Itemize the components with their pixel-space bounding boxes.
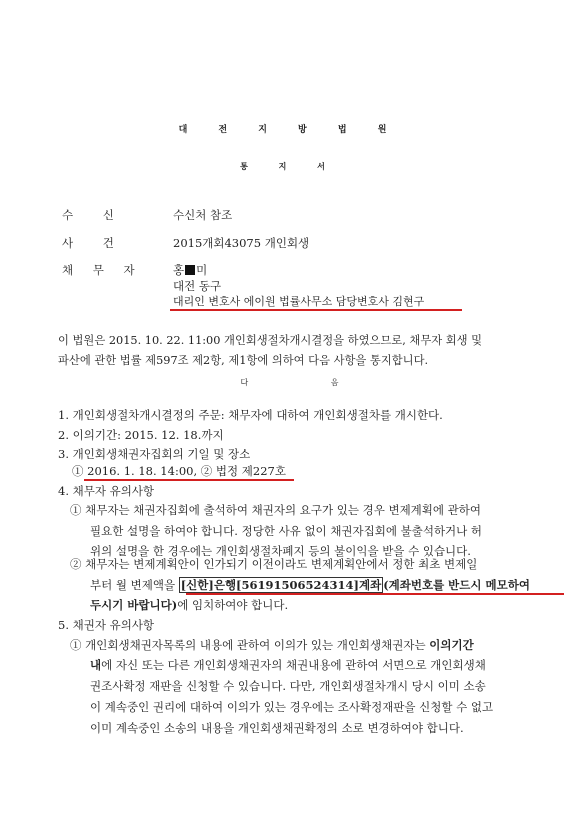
- debtor-name-last: 미: [196, 263, 208, 277]
- debtor-name-first: 홍: [173, 263, 185, 277]
- item-5-1-line-1: [70, 637, 474, 653]
- item-2: 2. 이의기간: 2015. 12. 18.까지: [58, 428, 224, 442]
- case-value: 2015개회43075 개인회생: [173, 236, 310, 250]
- item-5-1-text-b: 에 자신 또는 다른 개인회생채권자의 채권내용에 관하여 서면으로 개인회생채: [101, 658, 486, 672]
- hearing-underline: [84, 479, 294, 481]
- objection-period-cont: 내: [90, 658, 102, 672]
- da-eum-heading: 다 음: [240, 378, 379, 387]
- item-4-2-text-b: 에 임치하여야 합니다.: [177, 598, 289, 612]
- item-5-1-text-a: ① 개인회생채권자목록의 내용에 관하여 이의가 있는 개인회생채권자는: [70, 638, 430, 652]
- item-4-2-text-a: 부터 월 변제액을: [90, 578, 179, 592]
- debtor-label: 채 무 자: [62, 263, 143, 277]
- intro-line-1: 이 법원은 2015. 10. 22. 11:00 개인회생절차개시결정을 하였으므로, 채무자 회생 및: [58, 334, 483, 347]
- item-5-1-line-4: 이 계속중인 권리에 대하여 이의가 있는 경우에는 조사확정재판을 신청할 수 없고: [90, 700, 494, 714]
- debtor-name: [173, 262, 207, 278]
- intro-line-2: 파산에 관한 법률 제597조 제2항, 제1항에 의하여 다음 사항을 통지합니다.: [58, 354, 429, 367]
- objection-period: 이의기간: [429, 638, 474, 652]
- item-5-1-line-2: [90, 657, 486, 673]
- court-name: 대 전 지 방 법 원: [178, 125, 401, 135]
- account-underline: [186, 593, 564, 595]
- memo-note: (계좌번호를 반드시 메모하여: [383, 578, 530, 592]
- recipient-value: 수신처 참조: [173, 208, 233, 222]
- case-label: 사 건: [62, 236, 127, 250]
- document-title: 통 지 서: [240, 161, 339, 171]
- item-5-1-line-5: 이미 계속중인 소송의 내용을 개인회생채권확정의 소로 변경하여야 합니다.: [90, 721, 464, 735]
- debtor-address: 대전 동구: [173, 279, 222, 293]
- item-4-1-line-1: ① 채무자는 채권자집회에 출석하여 채권자의 요구가 있는 경우 변제계획에 관하여: [70, 503, 481, 517]
- recipient-label: 수 신: [62, 208, 127, 222]
- item-4-1-line-2: 필요한 설명을 하여야 합니다. 정당한 사유 없이 채권자집회에 불출석하거나 허: [90, 524, 483, 538]
- debtor-agent: 대리인 변호사 에이원 법률사무소 담당변호사 김현구: [173, 295, 425, 308]
- item-4-1-line-3: 위의 설명을 한 경우에는 개인회생절차폐지 등의 불이익을 받을 수 있습니다.: [90, 544, 471, 558]
- item-4-2-line-3: [90, 597, 288, 613]
- item-3-detail: ① 2016. 1. 18. 14:00, ② 법정 제227호: [72, 464, 286, 478]
- redaction-block: [185, 265, 195, 275]
- item-4-2-line-1: ② 채무자는 변제계획안이 인가되기 이전이라도 변제계획안에서 정한 최초 변제일: [70, 557, 478, 571]
- item-5: 5. 채권자 유의사항: [58, 618, 155, 632]
- item-4-2-line-2: [90, 577, 530, 593]
- item-1: 1. 개인회생절차개시결정의 주문: 채무자에 대하여 개인회생절차를 개시한다.: [58, 408, 443, 422]
- memo-note-cont: 두시기 바랍니다): [90, 598, 178, 612]
- item-5-1-line-3: 권조사확정 재판을 신청할 수 있습니다. 다만, 개인회생절차개시 당시 이미 소송: [90, 679, 486, 693]
- item-3: 3. 개인회생채권자집회의 기일 및 장소: [58, 447, 251, 461]
- bank-account: [신한]은행[56191506524314]계좌: [180, 578, 382, 592]
- item-4: 4. 채무자 유의사항: [58, 484, 155, 498]
- agent-underline: [170, 309, 462, 311]
